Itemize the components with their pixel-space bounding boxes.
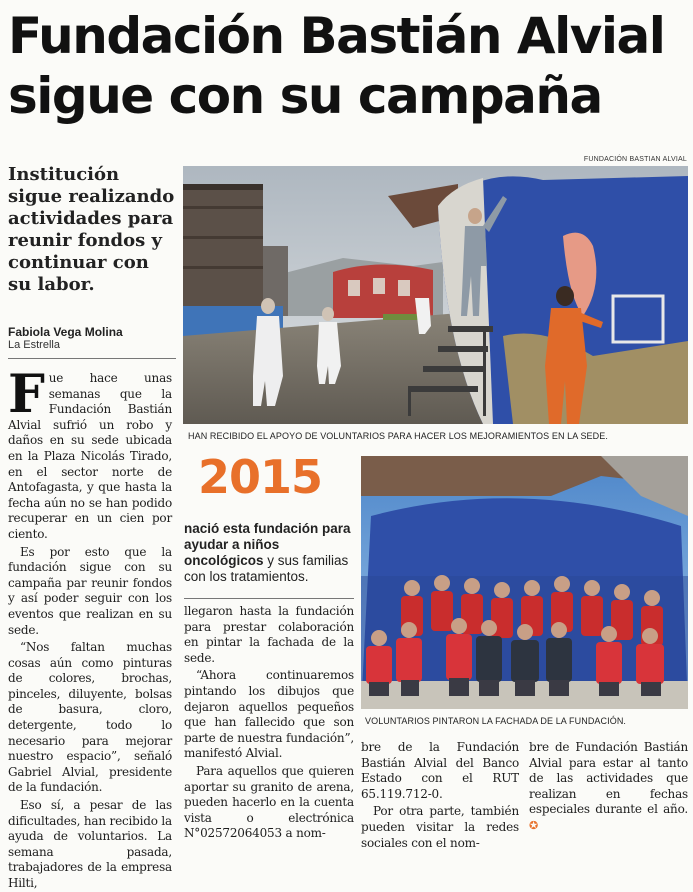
photo-volunteers-painting-image [183,166,688,424]
body-column-2 [184,604,354,861]
paragraph-10-text: bre de Fundación Bastián Alvial para estar al tanto de las actividades que realizan en fechas especiales durante el año. [529,740,688,817]
photo-volunteers-group-image [361,456,688,709]
photo-caption-1: HAN RECIBIDO EL APOYO DE VOLUNTARIOS PARA HACER LOS MEJORAMIENTOS EN LA SEDE. [188,431,608,441]
factbox-text-rest: y sus familias con los tratamientos. [184,553,349,584]
end-mark-icon: ✪ [529,818,539,832]
paragraph-1 [8,364,172,543]
author-outlet: La Estrella [8,339,60,351]
factbox-text-bold: nació esta fundación para ayudar a niños oncológicos [184,521,351,568]
byline-divider [8,358,176,359]
paragraph-2: Es por esto que la fundación sigue con su campaña par reunir fondos y así poder seguir con los eventos que realizan en su sede. [8,544,172,637]
paragraph-7: Para aquellos que quieren aportar su granito de arena, pueden hacerlo en la cuenta vista o electrónica N°02572064053 a nom- [184,763,354,841]
photo-caption-2: VOLUNTARIOS PINTARON LA FACHADA DE LA FUNDACIÓN. [365,716,627,726]
headline-line-1: Fundación Bastián Alvial [8,7,665,65]
paragraph-1-text: ue hace unas semanas que la Fundación Bastián Alvial sufrió un robo y daños en su sede ubicada en la Plaza Nicolás Tirado, en el sector norte de Antofagasta, y que hasta la fecha aún no se han podido recuperar en un cien por ciento. [8,371,172,541]
byline [8,325,176,351]
paragraph-4: Eso sí, a pesar de las dificultades, han recibido la ayuda de voluntarios. La semana pasada, trabajadores de la empresa Hilti, [8,798,172,890]
paragraph-10 [529,740,688,834]
photo-volunteers-painting [183,166,688,424]
factbox-year: 2015 [198,450,323,504]
paragraph-9: Por otra parte, también pueden visitar la redes sociales con el nom- [361,804,519,850]
photo-volunteers-group [361,456,688,709]
paragraph-5: llegaron hasta la fundación para prestar colaboración en pintar la fachada de la sede. [184,604,354,665]
subhead: Institución sigue realizando actividades para reunir fondos y continuar con su labor. [8,164,175,295]
paragraph-8: bre de la Fundación Bastián Alvial del Banco Estado con el RUT 65.119.712-0. [361,740,519,801]
body-column-3 [361,740,519,861]
factbox-text [184,521,354,585]
body-column-4 [529,740,688,861]
paragraph-3: “Nos faltan muchas cosas aún como pinturas de colores, brochas, pinceles, diluyente, bolsas de basura, cloro, detergente, todo lo necesario para mejorar nuestro espacio”, señaló Gabriel Alvial, presidente de la fundación. [8,640,172,795]
body-column-1 [8,364,172,890]
paragraph-6: “Ahora continuaremos pintando los dibujos que dejaron aquellos pequeños que han fallecido que son parte de nuestra fundación”, manifestó Alvial. [184,668,354,761]
dropcap: F [8,364,45,425]
headline-line-2: sigue con su campaña [8,67,602,125]
headline [8,6,688,126]
factbox-divider [184,598,354,599]
author-name: Fabiola Vega Molina [8,325,123,339]
photo-credit: FUNDACIÓN BASTIAN ALVIAL [583,156,687,163]
